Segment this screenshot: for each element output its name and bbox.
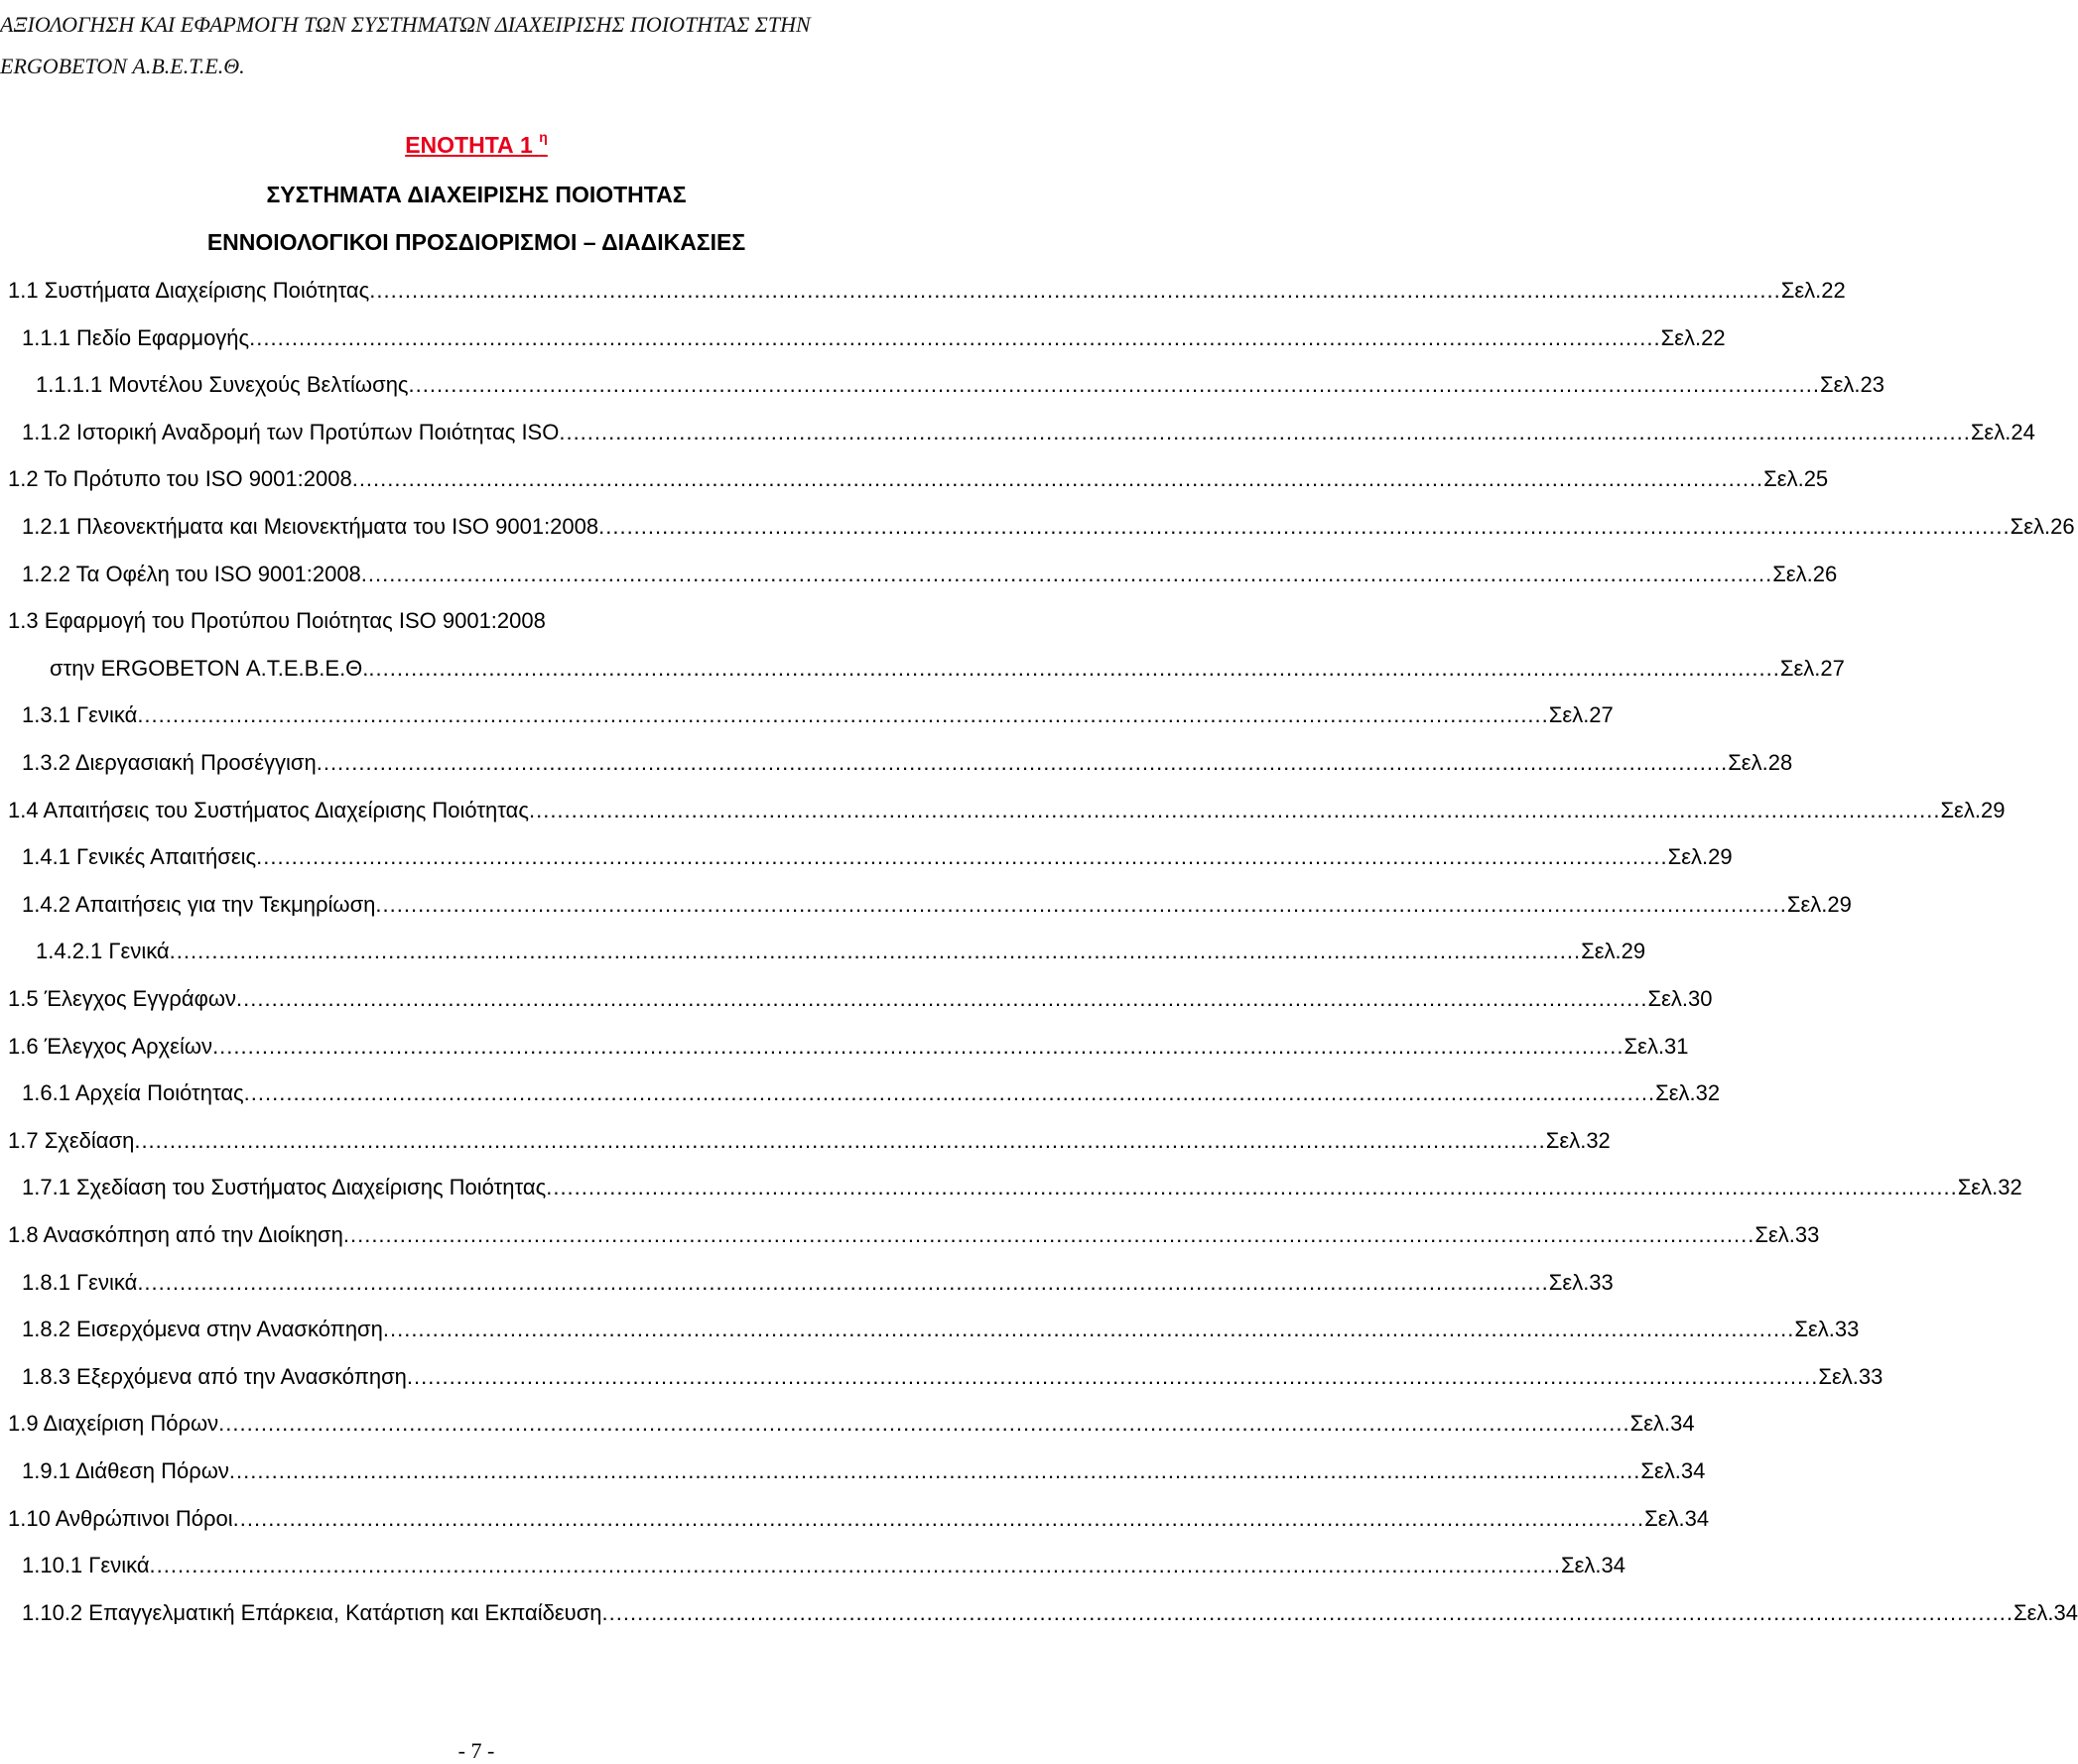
toc-entry-title: 1.10.2 Επαγγελματική Επάρκεια, Κατάρτιση και Εκπαίδευση bbox=[22, 1600, 602, 1625]
toc-entry-title: 1.8 Ανασκόπηση από την Διοίκηση bbox=[8, 1222, 343, 1247]
toc-entry-page: Σελ.23 bbox=[1820, 372, 1884, 397]
toc-entry-page: Σελ.33 bbox=[1794, 1317, 1860, 1341]
toc-entry bbox=[22, 890, 1852, 920]
toc-entry-title: 1.1.1.1 Μοντέλου Συνεχούς Βελτίωσης bbox=[36, 372, 409, 397]
toc-entry-title: 1.5 Έλεγχος Εγγράφων bbox=[8, 986, 237, 1011]
toc-leader-dots: ........................................................................................................................................................................................................ bbox=[546, 1175, 1958, 1199]
toc-entry-page: Σελ.24 bbox=[1970, 420, 2035, 444]
toc-leader-dots: ........................................................................................................................................................................................................ bbox=[369, 278, 1781, 303]
toc-entry-page: Σελ.29 bbox=[1786, 892, 1852, 917]
toc-entry-title: 1.2.1 Πλεονεκτήματα και Μειονεκτήματα του ISO 9001:2008 bbox=[22, 514, 599, 539]
toc-entry-page: Σελ.22 bbox=[1780, 278, 1846, 303]
toc-leader-dots: ........................................................................................................................................................................................................ bbox=[368, 656, 1780, 681]
toc-entry-title: 1.2.2 Τα Οφέλη του ISO 9001:2008 bbox=[22, 562, 361, 586]
toc-entry bbox=[50, 654, 1845, 684]
toc-entry-page: Σελ.31 bbox=[1623, 1034, 1689, 1059]
toc-entry-title: 1.4.2.1 Γενικά bbox=[36, 939, 170, 963]
section-subtitle: ΕΝΝΟΙΟΛΟΓΙΚΟΙ ΠΡΟΣΔΙΟΡΙΣΜΟΙ – ΔΙΑΔΙΚΑΣΙΕΣ bbox=[206, 229, 746, 255]
toc-entry bbox=[22, 748, 1793, 778]
toc-entry bbox=[8, 1032, 1689, 1062]
toc-entry-page: Σελ.34 bbox=[2013, 1600, 2078, 1625]
toc-leader-dots: ........................................................................................................................................................................................................ bbox=[406, 1364, 1819, 1389]
toc-leader-dots: ........................................................................................................................................................................................................ bbox=[232, 1506, 1645, 1531]
section-number: ΕΝΟΤΗΤΑ 1 $^\eta$ bbox=[405, 129, 548, 158]
toc-entry-title: 1.1.2 Ιστορική Αναδρομή των Προτύπων Ποιότητας ISO bbox=[22, 420, 560, 444]
toc-entry bbox=[22, 323, 1726, 353]
toc-entry-title: 1.3 Εφαρμογή του Προτύπου Ποιότητας ISO 9001:2008 bbox=[8, 608, 546, 633]
toc-entry-title: 1.8.1 Γενικά bbox=[22, 1270, 138, 1295]
toc-entry bbox=[36, 937, 1646, 966]
toc-leader-dots: ........................................................................................................................................................................................................ bbox=[382, 1317, 1795, 1341]
toc-entry-page: Σελ.33 bbox=[1548, 1270, 1614, 1295]
toc-entry bbox=[22, 1268, 1614, 1298]
toc-entry-page: Σελ.29 bbox=[1581, 939, 1646, 963]
toc-leader-dots: ........................................................................................................................................................................................................ bbox=[243, 1080, 1656, 1105]
toc-leader-dots: ........................................................................................................................................................................................................ bbox=[228, 1458, 1641, 1483]
header-line-1: ΑΞΙΟΛΟΓΗΣΗ ΚΑΙ ΕΦΑΡΜΟΓΗ ΤΩΝ ΣΥΣΤΗΜΑΤΩΝ ΔΙΑΧΕΙΡΙΣΗΣ ΠΟΙΟΤΗΤΑΣ ΣΤΗΝ bbox=[0, 12, 811, 37]
toc-leader-dots: ........................................................................................................................................................................................................ bbox=[342, 1222, 1755, 1247]
toc-entry-page: Σελ.34 bbox=[1629, 1411, 1695, 1436]
toc-entry-title: 1.9 Διαχείριση Πόρων bbox=[8, 1411, 219, 1436]
toc-entry-title: 1.8.2 Εισερχόμενα στην Ανασκόπηση bbox=[22, 1317, 383, 1341]
toc-entry-title: 1.10 Ανθρώπινοι Πόροι bbox=[8, 1506, 233, 1531]
header-line-2: ERGOBETON Α.Β.Ε.Τ.Ε.Θ. bbox=[0, 54, 245, 78]
toc-entry-page: Σελ.34 bbox=[1640, 1458, 1706, 1483]
toc-entry bbox=[22, 512, 2075, 542]
toc-entry bbox=[22, 842, 1733, 872]
toc-leader-dots: ........................................................................................................................................................................................................ bbox=[137, 702, 1549, 727]
toc-entry-title: στην ERGOBETON Α.Τ.Ε.Β.Ε.Θ. bbox=[50, 656, 369, 681]
toc-entry-page: Σελ.30 bbox=[1647, 986, 1713, 1011]
toc-leader-dots: ........................................................................................................................................................................................................ bbox=[375, 892, 1787, 917]
toc-entry-title: 1.10.1 Γενικά bbox=[22, 1553, 150, 1577]
toc-entry bbox=[22, 1078, 1721, 1108]
toc-leader-dots: ........................................................................................................................................................................................................ bbox=[149, 1553, 1562, 1577]
section-label bbox=[0, 131, 953, 159]
toc-leader-dots: ........................................................................................................................................................................................................ bbox=[559, 420, 1971, 444]
toc-entry-page: Σελ.33 bbox=[1818, 1364, 1883, 1389]
toc-entry-page: Σελ.32 bbox=[1545, 1128, 1611, 1153]
toc-entry bbox=[22, 1551, 1626, 1580]
toc-entry bbox=[22, 700, 1614, 730]
toc-leader-dots: ........................................................................................................................................................................................................ bbox=[528, 798, 1941, 822]
toc-leader-dots: ........................................................................................................................................................................................................ bbox=[316, 750, 1729, 775]
running-header bbox=[0, 4, 953, 87]
toc-leader-dots: ........................................................................................................................................................................................................ bbox=[169, 939, 1582, 963]
toc-leader-dots: ........................................................................................................................................................................................................ bbox=[360, 562, 1773, 586]
toc-leader-dots: ........................................................................................................................................................................................................ bbox=[218, 1411, 1630, 1436]
toc-leader-dots: ........................................................................................................................................................................................................ bbox=[212, 1034, 1624, 1059]
toc-entry-title: 1.1.1 Πεδίο Εφαρμογής bbox=[22, 325, 250, 350]
toc-leader-dots: ........................................................................................................................................................................................................ bbox=[256, 844, 1668, 869]
toc-entry bbox=[8, 464, 1829, 494]
toc-entry-page: Σελ.32 bbox=[1655, 1080, 1721, 1105]
toc-entry-title: 1.1 Συστήματα Διαχείρισης Ποιότητας bbox=[8, 278, 370, 303]
toc-entry-title: 1.4.1 Γενικές Απαιτήσεις bbox=[22, 844, 257, 869]
toc-entry-title: 1.4.2 Απαιτήσεις για την Τεκμηρίωση bbox=[22, 892, 376, 917]
page-number: - 7 - bbox=[457, 1738, 495, 1763]
toc-leader-dots: ........................................................................................................................................................................................................ bbox=[598, 514, 2011, 539]
toc-entry-page: Σελ.25 bbox=[1763, 466, 1829, 491]
toc-entry bbox=[22, 418, 2035, 447]
toc-entry bbox=[8, 1220, 1820, 1250]
toc-entry bbox=[22, 1173, 2022, 1202]
toc-entry-page: Σελ.28 bbox=[1728, 750, 1793, 775]
toc-entry bbox=[22, 1598, 2078, 1628]
toc-entry bbox=[8, 276, 1846, 306]
toc-entry-title: 1.9.1 Διάθεση Πόρων bbox=[22, 1458, 229, 1483]
toc-entry-page: Σελ.34 bbox=[1644, 1506, 1710, 1531]
toc-leader-dots: ........................................................................................................................................................................................................ bbox=[351, 466, 1764, 491]
toc-entry bbox=[8, 606, 929, 636]
toc-entry-page: Σελ.32 bbox=[1957, 1175, 2022, 1199]
toc-entry-page: Σελ.29 bbox=[1940, 798, 2006, 822]
toc-entry-page: Σελ.26 bbox=[1772, 562, 1838, 586]
toc-leader-dots: ........................................................................................................................................................................................................ bbox=[408, 372, 1820, 397]
toc-entry-page: Σελ.34 bbox=[1561, 1553, 1626, 1577]
toc-leader-dots: ........................................................................................................................................................................................................ bbox=[236, 986, 1648, 1011]
toc-entry-title: 1.6.1 Αρχεία Ποιότητας bbox=[22, 1080, 244, 1105]
toc-entry-title: 1.3.1 Γενικά bbox=[22, 702, 138, 727]
toc-entry-page: Σελ.26 bbox=[2010, 514, 2075, 539]
toc-leader-dots: ........................................................................................................................................................................................................ bbox=[134, 1128, 1546, 1153]
toc-entry-title: 1.7.1 Σχεδίαση του Συστήματος Διαχείρισης Ποιότητας bbox=[22, 1175, 547, 1199]
toc-entry-page: Σελ.29 bbox=[1667, 844, 1733, 869]
toc-leader-dots: ........................................................................................................................................................................................................ bbox=[249, 325, 1661, 350]
toc-entry bbox=[8, 984, 1713, 1014]
section-title: ΣΥΣΤΗΜΑΤΑ ΔΙΑΧΕΙΡΙΣΗΣ ΠΟΙΟΤΗΤΑΣ bbox=[266, 182, 687, 207]
toc-entry-title: 1.7 Σχεδίαση bbox=[8, 1128, 135, 1153]
toc-entry-title: 1.6 Έλεγχος Αρχείων bbox=[8, 1034, 213, 1059]
toc-entry bbox=[8, 1504, 1710, 1534]
toc-entry bbox=[8, 796, 2006, 825]
toc-entry-page: Σελ.33 bbox=[1754, 1222, 1820, 1247]
toc-leader-dots: ........................................................................................................................................................................................................ bbox=[137, 1270, 1549, 1295]
toc-entry bbox=[22, 560, 1838, 589]
toc-entry-page: Σελ.22 bbox=[1660, 325, 1726, 350]
toc-entry-title: 1.8.3 Εξερχόμενα από την Ανασκόπηση bbox=[22, 1364, 407, 1389]
toc-entry bbox=[22, 1456, 1706, 1486]
toc-entry-page: Σελ.27 bbox=[1779, 656, 1845, 681]
toc-entry bbox=[36, 370, 1884, 400]
toc-leader-dots: ........................................................................................................................................................................................................ bbox=[601, 1600, 2013, 1625]
toc-entry bbox=[8, 1126, 1611, 1156]
toc-entry bbox=[8, 1409, 1695, 1439]
toc-entry-title: 1.3.2 Διεργασιακή Προσέγγιση bbox=[22, 750, 317, 775]
toc-entry-title: 1.2 Το Πρότυπο του ISO 9001:2008 bbox=[8, 466, 352, 491]
toc-entry-page: Σελ.27 bbox=[1548, 702, 1614, 727]
toc-entry bbox=[22, 1362, 1883, 1392]
toc-entry bbox=[22, 1315, 1860, 1344]
toc-entry-title: 1.4 Απαιτήσεις του Συστήματος Διαχείρισης Ποιότητας bbox=[8, 798, 529, 822]
